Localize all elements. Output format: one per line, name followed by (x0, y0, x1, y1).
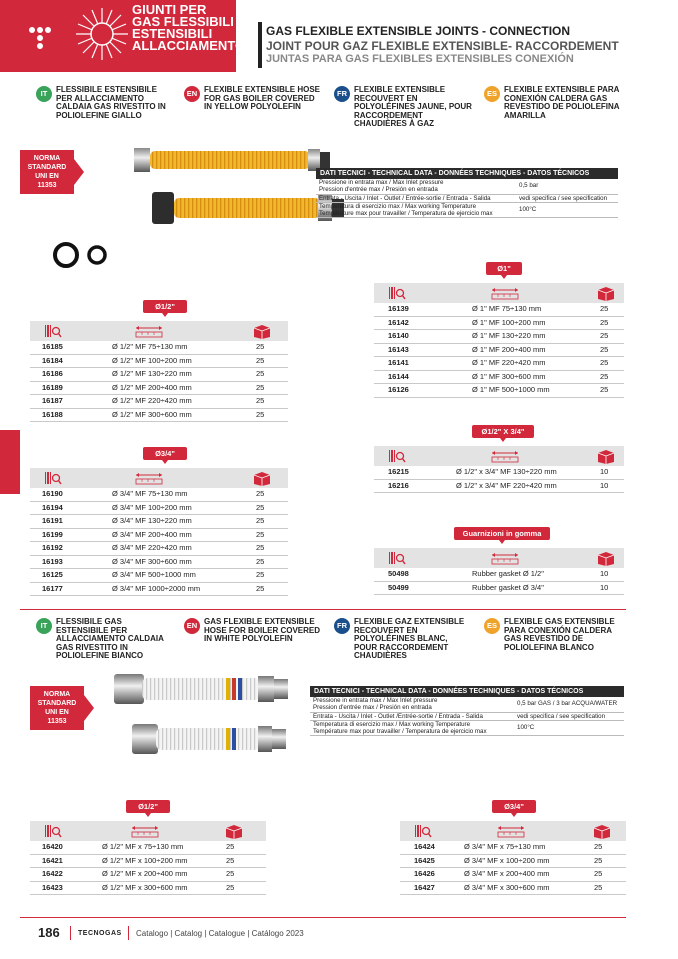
cell-code: 16215 (388, 467, 409, 476)
lang-block-en (184, 618, 322, 644)
tech-row (316, 203, 618, 218)
cell-code: 16425 (414, 855, 435, 865)
category-title (132, 4, 245, 52)
cell-qty: 25 (256, 556, 265, 566)
lang-block-it (36, 618, 174, 661)
cell-code: 16177 (42, 583, 63, 593)
table-body (374, 568, 624, 595)
table-header (374, 548, 624, 568)
table-row (30, 855, 266, 869)
cell-qty: 25 (600, 331, 609, 340)
cell-qty: 25 (600, 385, 609, 394)
cell-qty: 10 (600, 480, 609, 490)
table-row (30, 368, 288, 382)
cell-qty: 25 (256, 516, 265, 525)
tech-row (316, 179, 618, 194)
lang-text: FLESSIBILE GAS ESTENSIBILE PER ALLACCIAMENTO CALDAIA GAS RIVESTITO IN POLIOLEFINE BIANCO (56, 617, 164, 660)
norma-line: NORMA (43, 691, 71, 698)
tech-label: Temperatura di esercizio max / Max working Temperature Température max pour travailler / Temperatura de ejercicio max (319, 202, 493, 218)
cell-desc: Ø 1/2" MF x 200÷400 mm (102, 869, 188, 878)
cell-desc: Ø 1/2" MF 300÷600 mm (112, 409, 192, 419)
product-table-half-inch-white (30, 800, 266, 895)
cell-code: 16422 (42, 869, 63, 878)
table-body (30, 488, 288, 596)
cell-code: 16199 (42, 529, 63, 539)
cell-code: 16141 (388, 358, 409, 367)
footer-separator (70, 926, 71, 940)
lang-text: GAS FLEXIBLE EXTENSIBLE HOSE FOR BOILER COVERED IN WHITE POLYOLEFIN (204, 617, 321, 643)
cell-code: 16186 (42, 369, 63, 378)
cell-code: 16126 (388, 385, 409, 394)
cell-qty: 25 (594, 869, 603, 878)
cell-desc: Ø 3/4" MF 500÷1000 mm (112, 570, 196, 579)
cell-desc: Ø 1" MF 300÷600 mm (472, 371, 546, 381)
cell-desc: Ø 1/2" MF x 100÷200 mm (102, 855, 188, 865)
tech-data-title: DATI TECNICI - TECHNICAL DATA - DONNÉES TECHNIQUES - DATOS TÉCNICOS (310, 686, 624, 697)
tech-row (316, 195, 618, 203)
cell-qty: 25 (256, 396, 265, 405)
table-row (30, 502, 288, 516)
footer-catalog: Catalogo | Catalog | Catalogue | Catálogo 2023 (136, 929, 304, 938)
tech-value: 0,5 bar (519, 182, 539, 190)
cell-qty: 25 (600, 358, 609, 367)
cell-code: 16142 (388, 317, 409, 327)
lang-text: FLEXIBLE GAS EXTENSIBLE PARA CONEXIÓN CALDERA GAS REVESTIDO DE POLIOLEFINA BLANCO (504, 617, 615, 652)
cell-desc: Ø 1" MF 220÷420 mm (472, 358, 546, 367)
cell-code: 16140 (388, 331, 409, 340)
cell-qty: 25 (256, 489, 265, 498)
package-box-icon (252, 471, 272, 486)
tech-row (310, 721, 624, 736)
table-row (30, 355, 288, 369)
length-ruler-icon (134, 471, 164, 485)
cell-qty: 25 (600, 344, 609, 354)
table-header (30, 468, 288, 488)
cell-qty: 25 (600, 304, 609, 313)
tech-value: vedi specifica / see specification (519, 194, 608, 202)
en-badge: EN (184, 86, 200, 102)
table-body (374, 466, 624, 493)
barcode-search-icon (44, 324, 62, 338)
cell-qty: 25 (226, 882, 235, 892)
cell-desc: Ø 1/2" x 3/4" MF 220÷420 mm (456, 480, 557, 490)
cell-qty: 25 (256, 570, 265, 579)
category-line: ALLACCIAMENTO (132, 38, 246, 53)
cell-code: 16184 (42, 355, 63, 365)
lang-block-it (36, 86, 174, 120)
lang-text: FLESSIBILE ESTENSIBILE PER ALLACCIAMENTO CALDAIA GAS RIVESTITO IN POLIOLEFINE GIALLO (56, 85, 166, 120)
product-table-one-inch (374, 262, 624, 398)
cell-desc: Rubber gasket Ø 3/4" (472, 582, 544, 592)
cell-code: 16187 (42, 396, 63, 405)
tech-label: Entrata - Uscita / Inlet - Outlet / Entrée-sortie / Entrada - Salida (319, 194, 491, 202)
cell-qty: 25 (600, 317, 609, 327)
cell-desc: Ø 3/4" MF x 300÷600 mm (464, 882, 550, 892)
table-row (30, 583, 288, 597)
table-header (374, 283, 624, 303)
package-box-icon (224, 824, 244, 839)
category-line: ESTENSIBILI (132, 26, 213, 41)
length-ruler-icon (490, 286, 520, 300)
section-divider (20, 609, 626, 610)
table-row (30, 882, 266, 896)
table-row (374, 582, 624, 596)
norma-line: UNI EN (45, 709, 69, 716)
cell-desc: Ø 1/2" x 3/4" MF 130÷220 mm (456, 467, 557, 476)
lang-block-en (184, 86, 322, 112)
table-tag: Ø1" (486, 262, 522, 275)
table-row (400, 868, 626, 882)
cell-desc: Ø 1" MF 100÷200 mm (472, 317, 546, 327)
cell-desc: Ø 3/4" MF 220÷420 mm (112, 543, 192, 552)
cell-code: 16189 (42, 382, 63, 392)
title-divider (258, 22, 262, 68)
barcode-search-icon (388, 286, 406, 300)
table-row (400, 841, 626, 855)
lang-block-fr (334, 86, 472, 129)
cell-code: 16424 (414, 842, 435, 851)
cell-code: 16143 (388, 344, 409, 354)
cell-qty: 25 (226, 842, 235, 851)
table-row (400, 855, 626, 869)
table-row (400, 882, 626, 896)
tech-data-title: DATI TECNICI - TECHNICAL DATA - DONNÉES TECHNIQUES - DATOS TÉCNICOS (316, 168, 618, 179)
barcode-search-icon (388, 449, 406, 463)
cell-code: 16420 (42, 842, 63, 851)
cell-qty: 25 (226, 869, 235, 878)
cell-desc: Ø 1/2" MF 75÷130 mm (112, 342, 188, 351)
length-ruler-icon (490, 449, 520, 463)
cell-qty: 25 (256, 529, 265, 539)
norma-label (30, 686, 94, 730)
cell-code: 16192 (42, 543, 63, 552)
table-body (400, 841, 626, 895)
table-row (374, 303, 624, 317)
tech-value: 0,5 bar GAS / 3 bar ACQUA/WATER (517, 700, 618, 708)
it-badge: IT (36, 618, 52, 634)
category-line: GIUNTI PER (132, 2, 207, 17)
table-row (30, 382, 288, 396)
table-row (374, 480, 624, 494)
barcode-search-icon (388, 551, 406, 565)
table-tag: Ø1/2" (126, 800, 170, 813)
cell-desc: Ø 1/2" MF 130÷220 mm (112, 369, 192, 378)
es-badge: ES (484, 618, 500, 634)
cell-desc: Ø 3/4" MF 200÷400 mm (112, 529, 192, 539)
table-row (30, 542, 288, 556)
cell-code: 16190 (42, 489, 63, 498)
page-title-fr: JOINT POUR GAZ FLEXIBLE EXTENSIBLE- RACCORDEMENT (266, 39, 619, 53)
page-number: 186 (38, 925, 60, 940)
table-row (30, 515, 288, 529)
cell-code: 16188 (42, 409, 63, 419)
cell-code: 16427 (414, 882, 435, 892)
norma-box (30, 686, 84, 730)
white-hose-image (102, 666, 298, 766)
tech-label: Pressione in entrata max / Max Inlet pressure Pression d'entrée max / Presión en entrada (313, 697, 438, 712)
package-box-icon (592, 824, 612, 839)
cell-desc: Ø 1" MF 130÷220 mm (472, 331, 546, 340)
cell-desc: Ø 3/4" MF x 100÷200 mm (464, 855, 550, 865)
lang-text: FLEXIBLE GAZ EXTENSIBLE RECOUVERT EN POLYOLÉFINES BLANC, POUR RACCORDEMENT CHAUDIÈRES (354, 617, 465, 660)
table-row (374, 317, 624, 331)
norma-arrow (74, 159, 84, 185)
cell-desc: Ø 1" MF 75÷130 mm (472, 304, 542, 313)
cell-qty: 25 (226, 855, 235, 865)
tech-label: Entrata - Uscita / Inlet - Outlet /Entrée-sortie / Entrada - Salida (313, 712, 483, 720)
tecnogas-logo-icon (26, 24, 68, 52)
table-header (30, 321, 288, 341)
cell-desc: Ø 3/4" MF 1000÷2000 mm (112, 583, 201, 593)
fr-badge: FR (334, 86, 350, 102)
cell-desc: Ø 3/4" MF 300÷600 mm (112, 556, 192, 566)
page-edge-tab (0, 430, 20, 494)
cell-qty: 25 (256, 583, 265, 593)
table-row (30, 868, 266, 882)
table-row (374, 330, 624, 344)
table-tag: Guarnizioni in gomma (454, 527, 550, 540)
table-header (400, 821, 626, 841)
cell-desc: Ø 1/2" MF 220÷420 mm (112, 396, 192, 405)
cell-desc: Ø 1/2" MF x 300÷600 mm (102, 882, 188, 892)
table-tag: Ø1/2" X 3/4" (472, 425, 534, 438)
tech-value: 100°C (517, 723, 535, 731)
cell-desc: Ø 3/4" MF 75÷130 mm (112, 489, 188, 498)
cell-code: 50498 (388, 569, 409, 578)
tech-data-table (316, 168, 618, 218)
cell-desc: Ø 3/4" MF x 75÷130 mm (464, 842, 546, 851)
norma-label (20, 150, 84, 194)
cell-qty: 25 (256, 369, 265, 378)
fr-badge: FR (334, 618, 350, 634)
cell-qty: 25 (256, 543, 265, 552)
table-row (30, 488, 288, 502)
cell-code: 50499 (388, 582, 409, 592)
footer-rule (20, 917, 626, 918)
length-ruler-icon (134, 324, 164, 338)
lang-text: FLEXIBLE EXTENSIBLE HOSE FOR GAS BOILER COVERED IN YELLOW POLYOLEFIN (204, 85, 321, 111)
page-title-en: GAS FLEXIBLE EXTENSIBLE JOINTS - CONNECTION (266, 24, 571, 38)
lang-block-es (484, 86, 622, 120)
lang-text: FLEXIBLE EXTENSIBLE PARA CONEXIÓN CALDERA GAS REVESTIDO DE POLIOLEFINA AMARILLA (504, 85, 620, 120)
table-row (30, 841, 266, 855)
es-badge: ES (484, 86, 500, 102)
table-row (30, 341, 288, 355)
cell-desc: Ø 3/4" MF 130÷220 mm (112, 516, 192, 525)
table-row (30, 395, 288, 409)
footer-brand: TECNOGAS (78, 930, 122, 937)
category-line: GAS FLESSIBILI (132, 14, 234, 29)
cell-code: 16421 (42, 855, 63, 865)
en-badge: EN (184, 618, 200, 634)
table-body (30, 341, 288, 422)
table-tag: Ø3/4" (492, 800, 536, 813)
tech-label: Temperatura di esercizio max / Max working Temperature Température max pour travailler / Temperatura de ejercicio max (313, 720, 487, 736)
table-row (374, 568, 624, 582)
tech-row (310, 697, 624, 712)
table-header (30, 821, 266, 841)
norma-line: NORMA (33, 155, 61, 162)
cell-qty: 25 (594, 855, 603, 865)
package-box-icon (596, 551, 616, 566)
table-row (30, 569, 288, 583)
table-row (374, 344, 624, 358)
product-table-gaskets (374, 527, 624, 595)
cell-desc: Ø 1/2" MF 100÷200 mm (112, 355, 192, 365)
cell-qty: 25 (256, 382, 265, 392)
cell-desc: Ø 3/4" MF x 200÷400 mm (464, 869, 550, 878)
tech-data-table (310, 686, 624, 736)
cell-desc: Rubber gasket Ø 1/2" (472, 569, 544, 578)
cell-code: 16216 (388, 480, 409, 490)
table-row (30, 529, 288, 543)
table-body (374, 303, 624, 398)
length-ruler-icon (130, 824, 160, 838)
flame-burst-icon (74, 6, 130, 62)
cell-code: 16193 (42, 556, 63, 566)
product-table-half-inch (30, 300, 288, 422)
tech-value: 100°C (519, 205, 537, 213)
lang-block-fr (334, 618, 472, 661)
cell-qty: 25 (256, 502, 265, 512)
cell-qty: 25 (256, 342, 265, 351)
package-box-icon (596, 449, 616, 464)
norma-line: STANDARD (37, 700, 77, 707)
barcode-search-icon (44, 471, 62, 485)
lang-block-es (484, 618, 622, 652)
norma-line: 11353 (37, 182, 57, 189)
rubber-gasket-image (52, 238, 112, 272)
table-row (30, 556, 288, 570)
length-ruler-icon (496, 824, 526, 838)
norma-line: UNI EN (35, 173, 59, 180)
cell-qty: 25 (594, 882, 603, 892)
norma-line: STANDARD (27, 164, 67, 171)
table-tag: Ø3/4" (143, 447, 187, 460)
table-tag: Ø1/2" (143, 300, 187, 313)
norma-arrow (84, 695, 94, 721)
cell-code: 16185 (42, 342, 63, 351)
product-table-half-by-three-quarter (374, 425, 624, 493)
package-box-icon (252, 324, 272, 339)
table-row (374, 384, 624, 398)
length-ruler-icon (490, 551, 520, 565)
table-header (374, 446, 624, 466)
cell-qty: 10 (600, 569, 609, 578)
cell-desc: Ø 1/2" MF x 75÷130 mm (102, 842, 184, 851)
table-row (374, 371, 624, 385)
norma-line: 11353 (47, 718, 67, 725)
it-badge: IT (36, 86, 52, 102)
cell-qty: 25 (256, 409, 265, 419)
package-box-icon (596, 286, 616, 301)
cell-qty: 25 (600, 371, 609, 381)
cell-desc: Ø 1/2" MF 200÷400 mm (112, 382, 192, 392)
cell-qty: 10 (600, 467, 609, 476)
tech-row (310, 713, 624, 721)
tech-value: vedi specifica / see specification (517, 712, 606, 720)
cell-code: 16191 (42, 516, 63, 525)
table-body (30, 841, 266, 895)
cell-qty: 25 (256, 355, 265, 365)
cell-desc: Ø 3/4" MF 100÷200 mm (112, 502, 192, 512)
tech-label: Pressione in entrata max / Max Inlet pressure Pression d'entrée max / Presión en entrada (319, 179, 444, 194)
cell-code: 16144 (388, 371, 409, 381)
cell-qty: 10 (600, 582, 609, 592)
cell-code: 16139 (388, 304, 409, 313)
norma-box (20, 150, 74, 194)
product-table-three-quarter (30, 447, 288, 596)
barcode-search-icon (414, 824, 432, 838)
cell-code: 16125 (42, 570, 63, 579)
table-row (374, 357, 624, 371)
cell-desc: Ø 1" MF 200÷400 mm (472, 344, 546, 354)
page-title-es: JUNTAS PARA GAS FLEXIBLES EXTENSIBLES CONEXIÓN (266, 53, 574, 65)
cell-qty: 25 (594, 842, 603, 851)
lang-text: FLEXIBLE EXTENSIBLE RECOUVERT EN POLYOLÉFINES JAUNE, POUR RACCORDEMENT CHAUDIÈRES À GAZ (354, 85, 472, 128)
cell-code: 16423 (42, 882, 63, 892)
cell-desc: Ø 1" MF 500÷1000 mm (472, 385, 550, 394)
cell-code: 16194 (42, 502, 63, 512)
table-row (30, 409, 288, 423)
barcode-search-icon (44, 824, 62, 838)
cell-code: 16426 (414, 869, 435, 878)
footer-separator (128, 926, 129, 940)
table-row (374, 466, 624, 480)
product-table-three-quarter-white (400, 800, 626, 895)
